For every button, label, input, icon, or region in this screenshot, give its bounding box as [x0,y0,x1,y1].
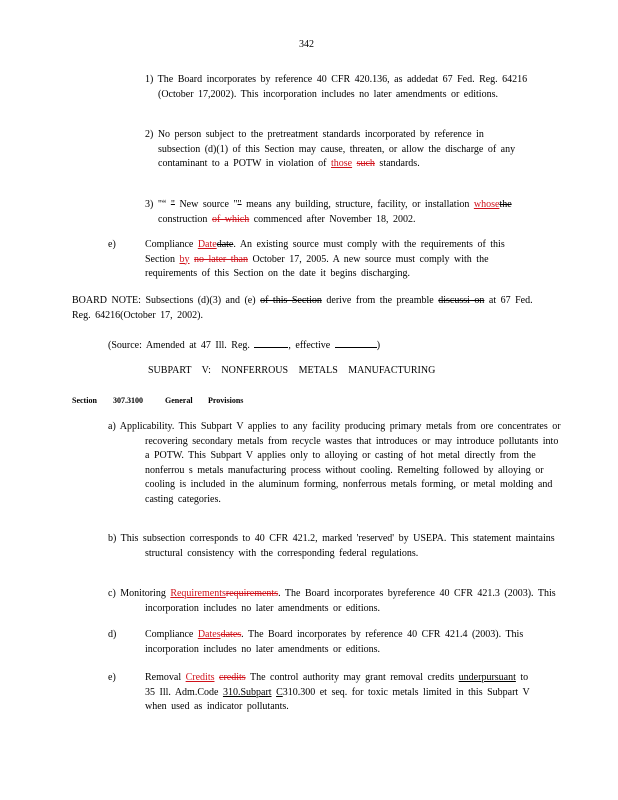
item-2-deleted-such: such [356,158,375,169]
board-note-text-3: at 67 Fed. Reg. 64216(October 17, 2002). [72,295,533,321]
item-3-prefix: 3) "“ [145,199,167,210]
item-e1-label: e) [108,239,116,250]
para-d-deleted: dates [220,629,242,640]
para-d-title: Compliance [145,629,194,640]
item-e1-inserted: Date [197,239,217,250]
item-3-tail: commenced after November 18, 2002. [253,213,416,225]
para-e2-underline-4: C [276,686,283,698]
para-e2-deleted: credits [219,672,246,683]
source-line [108,337,380,354]
item-2 [145,128,528,172]
item-e1-text-1: . An existing source must comply with the requirements of this Section [145,239,505,265]
board-note-deleted-1: of this Section [260,295,322,306]
board-note-text-2: derive from the preamble [326,295,434,306]
para-d-text: . The Board incorporates by reference 40 CFR 421.4 (2003). This incorporation includes no later amendments or editions. [145,629,524,655]
para-e2-text-1: The control authority may grant removal credits [249,672,455,683]
item-3-deleted-quote: " [170,199,175,210]
volume-blank[interactable] [254,337,288,348]
item-3-deleted-the: the [499,199,512,210]
item-e1-title: Compliance [145,239,194,250]
para-d-inserted: Dates [197,629,221,640]
para-e2-underline-3: 310.Subpart [222,686,272,698]
para-c-deleted: requirements [225,588,279,599]
board-note-deleted-2: discussi on [438,295,485,306]
para-a-text: a) Applicability. This Subpart V applies to any facility producing primary metals from ore concentrates or recovering secondary metals from recycle wastes that introduces or may introduce pollutants into a POTW. This Subpart V applies only to alloying or casting of hot metal directly from the nonferrou s metals manufacturing process without cooling. Remelting followed by alloying or cooling is included in the aluminum forming, nonferrous metals forming, or metal molding and casting categories. [108,421,561,505]
item-3-deleted-quote-2: " [237,199,242,210]
board-note-text-1: BOARD NOTE: Subsections (d)(3) and (e) [72,295,256,306]
para-e2-text-3: 310.300 et seq. for toxic metals limited in this Subpart V when used as indicator pollutants. [145,686,530,712]
item-2-tail: standards. [379,158,420,169]
item-e1-inserted-by: by [179,253,190,265]
para-e2 [145,671,533,715]
para-e2-text-2: to 35 Ill. Adm.Code [145,672,529,698]
para-b-text: b) This subsection corresponds to 40 CFR 421.2, marked 'reserved' by USEPA. This statement maintains structural consistency with the corresponding federal regulations. [108,533,555,559]
item-e1-deleted-no-later: no later than [194,253,248,265]
para-e2-underline-2: pursuant [481,672,516,683]
item-3 [145,198,528,227]
para-e2-inserted: Credits [185,672,215,683]
para-c-label: c) Monitoring [108,588,166,599]
item-2-text: 2) No person subject to the pretreatment standards incorporated by reference in subsection (d)(1) of this Section may cause, threaten, or allow the discharge of any contaminant to a POTW in violation of [145,129,516,169]
para-e2-label: e) [108,672,116,683]
subpart-title: SUBPART V: NONFERROUS METALS MANUFACTURING [148,365,436,376]
para-d-label: d) [108,629,117,640]
item-3-inserted-whose: whose [473,199,500,210]
para-d [145,628,528,657]
item-e1-text-2: October 17, 2005. A new source must comply with the requirements of this Section on the date it begins discharging. [145,253,489,279]
para-e2-underline-1: under [458,672,482,683]
item-e1 [145,238,531,282]
section-general: General [165,396,193,405]
source-line-effective: , effective [288,340,331,351]
date-blank[interactable] [335,337,377,348]
item-2-inserted-those: those [330,158,353,169]
page-number: 342 [299,39,314,50]
item-1-text: 1) The Board incorporates by reference 40 CFR 420.136, as addedat 67 Fed. Reg. 64216 (October 17,2002). This incorporation includes no later amendments or editions. [145,74,528,100]
para-c [108,587,565,616]
para-c-inserted: Requirements [170,588,226,599]
item-3-mid: means any building, structure, facility, or installation [246,199,470,210]
source-line-close: ) [376,340,381,351]
source-line-text: (Source: Amended at 47 Ill. Reg. [108,340,250,351]
item-3-deleted-of-which: of which [211,213,250,225]
item-e1-deleted: date [216,239,234,250]
board-note [72,294,537,323]
item-1 [145,73,528,102]
item-3-new-source: New source " [179,199,238,210]
section-label: Section [72,396,97,405]
para-a [108,420,565,507]
para-e2-title: Removal [145,672,182,683]
section-number: 307.3100 [113,396,143,405]
section-provisions: Provisions [208,396,244,405]
para-b [108,532,565,561]
para-c-text: . The Board incorporates byreference 40 CFR 421.3 (2003). This incorporation includes no later amendments or editions. [145,588,556,614]
item-3-construction: construction [158,213,208,225]
